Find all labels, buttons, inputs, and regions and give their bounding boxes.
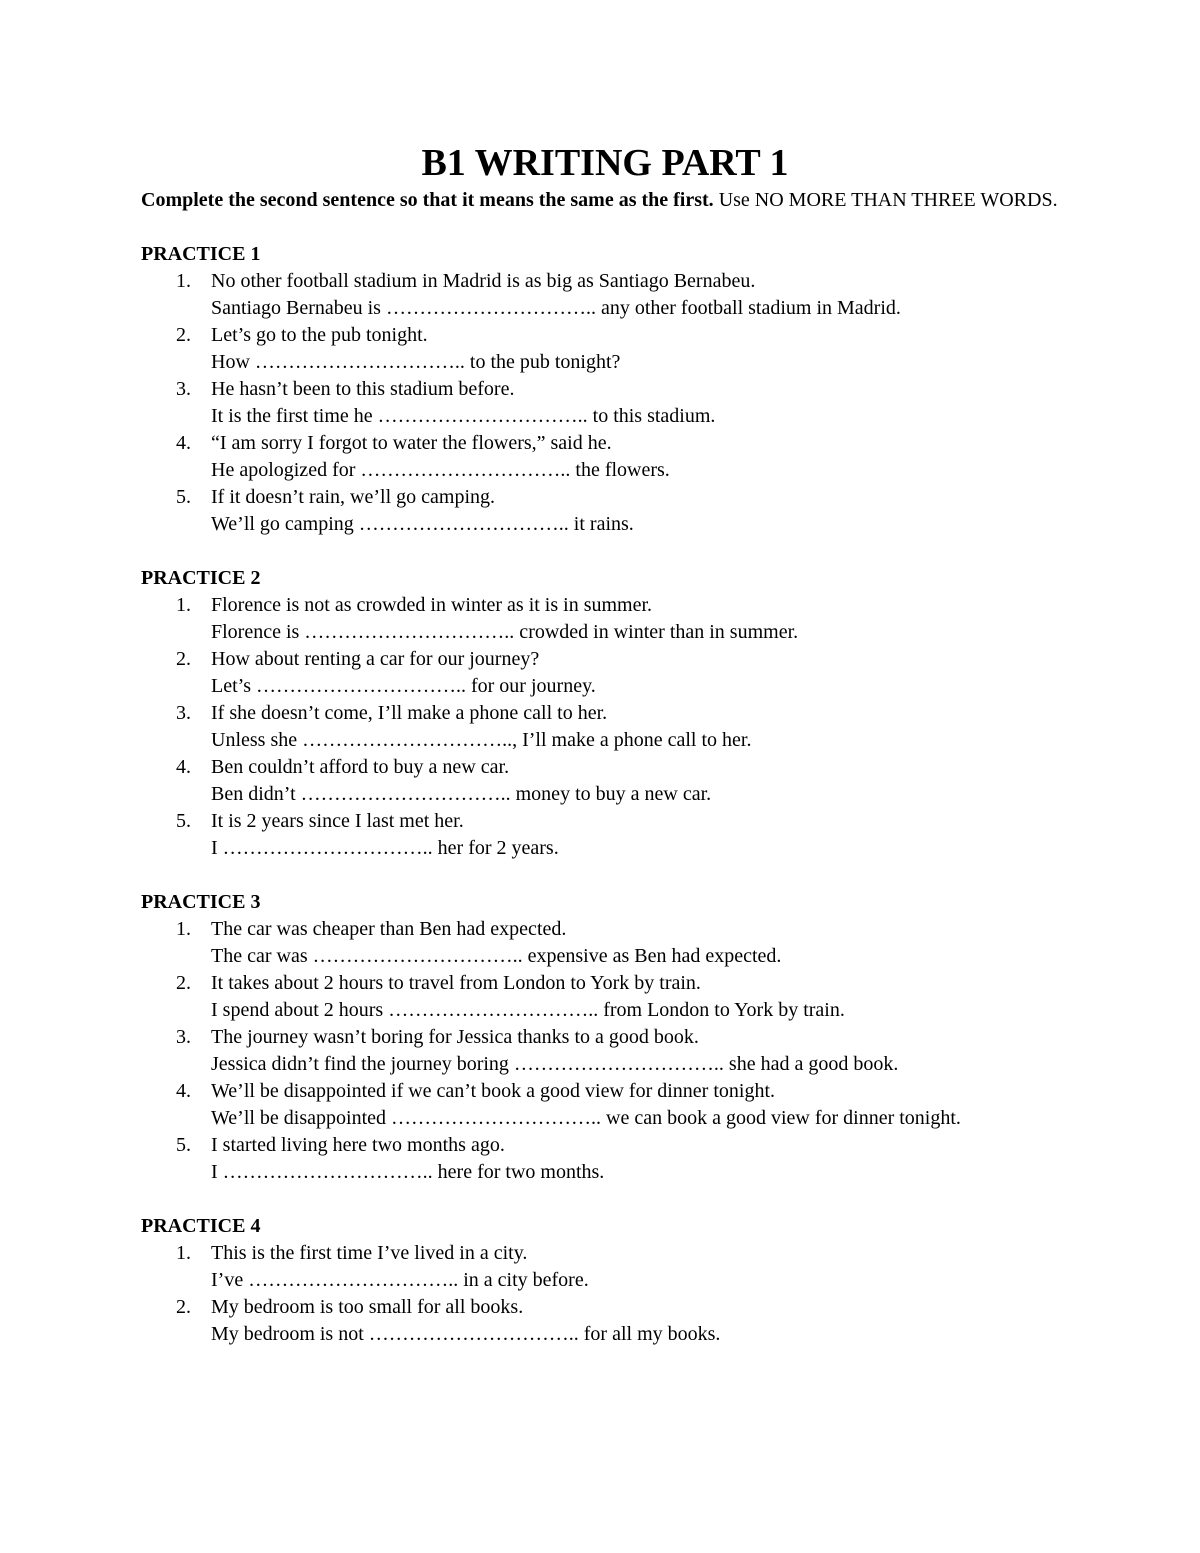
rewrite-sentence: Santiago Bernabeu is ………………………….. any other football stadium in Madrid. xyxy=(211,297,901,319)
item-list xyxy=(141,1240,1061,1348)
item-number: 1. xyxy=(176,594,191,616)
original-sentence: I started living here two months ago. xyxy=(211,1134,505,1156)
rewrite-sentence: We’ll be disappointed ………………………….. we can book a good view for dinner tonight. xyxy=(211,1107,961,1129)
item-list xyxy=(141,592,1061,862)
item-number: 5. xyxy=(176,810,191,832)
item-number: 4. xyxy=(176,432,191,454)
original-sentence: We’ll be disappointed if we can’t book a good view for dinner tonight. xyxy=(211,1080,775,1102)
item-number: 1. xyxy=(176,918,191,940)
item-number: 2. xyxy=(176,1296,191,1318)
item-list xyxy=(141,268,1061,538)
item-number: 2. xyxy=(176,324,191,346)
section-title: PRACTICE 3 xyxy=(141,891,261,913)
original-sentence: It takes about 2 hours to travel from London to York by train. xyxy=(211,972,701,994)
list-item xyxy=(141,1294,1061,1348)
item-list xyxy=(141,916,1061,1186)
original-sentence: “I am sorry I forgot to water the flowers,” said he. xyxy=(211,432,612,454)
list-item xyxy=(141,808,1061,862)
item-number: 1. xyxy=(176,1242,191,1264)
list-item xyxy=(141,322,1061,376)
section-title: PRACTICE 2 xyxy=(141,567,261,589)
list-item xyxy=(141,1078,1061,1132)
original-sentence: The journey wasn’t boring for Jessica thanks to a good book. xyxy=(211,1026,699,1048)
rewrite-sentence: Unless she ………………………….., I’ll make a phone call to her. xyxy=(211,729,752,751)
original-sentence: Let’s go to the pub tonight. xyxy=(211,324,428,346)
list-item xyxy=(141,916,1061,970)
original-sentence: My bedroom is too small for all books. xyxy=(211,1296,524,1318)
item-number: 2. xyxy=(176,972,191,994)
instruction-bold: Complete the second sentence so that it means the same as the first. xyxy=(141,189,714,211)
list-item xyxy=(141,1024,1061,1078)
practice-section-3 xyxy=(141,889,1061,1186)
item-number: 2. xyxy=(176,648,191,670)
original-sentence: If it doesn’t rain, we’ll go camping. xyxy=(211,486,496,508)
list-item xyxy=(141,754,1061,808)
list-item xyxy=(141,592,1061,646)
list-item xyxy=(141,970,1061,1024)
instruction xyxy=(141,187,1061,214)
original-sentence: Florence is not as crowded in winter as it is in summer. xyxy=(211,594,653,616)
list-item xyxy=(141,1132,1061,1186)
worksheet-page xyxy=(141,140,1061,1348)
original-sentence: This is the first time I’ve lived in a city. xyxy=(211,1242,528,1264)
list-item xyxy=(141,700,1061,754)
original-sentence: The car was cheaper than Ben had expected. xyxy=(211,918,567,940)
item-number: 1. xyxy=(176,270,191,292)
rewrite-sentence: Florence is ………………………….. crowded in winter than in summer. xyxy=(211,621,799,643)
list-item xyxy=(141,376,1061,430)
practice-section-4 xyxy=(141,1213,1061,1348)
item-number: 3. xyxy=(176,1026,191,1048)
original-sentence: He hasn’t been to this stadium before. xyxy=(211,378,515,400)
rewrite-sentence: How ………………………….. to the pub tonight? xyxy=(211,351,621,373)
rewrite-sentence: My bedroom is not ………………………….. for all my books. xyxy=(211,1323,721,1345)
rewrite-sentence: I’ve ………………………….. in a city before. xyxy=(211,1269,589,1291)
list-item xyxy=(141,484,1061,538)
original-sentence: If she doesn’t come, I’ll make a phone call to her. xyxy=(211,702,608,724)
item-number: 5. xyxy=(176,1134,191,1156)
rewrite-sentence: The car was ………………………….. expensive as Ben had expected. xyxy=(211,945,782,967)
item-number: 4. xyxy=(176,1080,191,1102)
item-number: 3. xyxy=(176,702,191,724)
original-sentence: No other football stadium in Madrid is as big as Santiago Bernabeu. xyxy=(211,270,756,292)
item-number: 4. xyxy=(176,756,191,778)
rewrite-sentence: I spend about 2 hours ………………………….. from London to York by train. xyxy=(211,999,845,1021)
instruction-plain: Use NO MORE THAN THREE WORDS. xyxy=(713,189,1058,211)
rewrite-sentence: Let’s ………………………….. for our journey. xyxy=(211,675,596,697)
list-item xyxy=(141,646,1061,700)
original-sentence: Ben couldn’t afford to buy a new car. xyxy=(211,756,510,778)
item-number: 5. xyxy=(176,486,191,508)
section-title: PRACTICE 1 xyxy=(141,243,261,265)
page-title: B1 WRITING PART 1 xyxy=(421,142,789,184)
rewrite-sentence: He apologized for ………………………….. the flowers. xyxy=(211,459,670,481)
rewrite-sentence: I ………………………….. her for 2 years. xyxy=(211,837,559,859)
rewrite-sentence: Jessica didn’t find the journey boring ………………………….. she had a good book. xyxy=(211,1053,899,1075)
rewrite-sentence: We’ll go camping ………………………….. it rains. xyxy=(211,513,634,535)
list-item xyxy=(141,1240,1061,1294)
practice-section-1 xyxy=(141,241,1061,538)
original-sentence: How about renting a car for our journey? xyxy=(211,648,540,670)
original-sentence: It is 2 years since I last met her. xyxy=(211,810,464,832)
rewrite-sentence: I ………………………….. here for two months. xyxy=(211,1161,605,1183)
list-item xyxy=(141,430,1061,484)
item-number: 3. xyxy=(176,378,191,400)
list-item xyxy=(141,268,1061,322)
rewrite-sentence: It is the first time he ………………………….. to this stadium. xyxy=(211,405,716,427)
practice-section-2 xyxy=(141,565,1061,862)
rewrite-sentence: Ben didn’t ………………………….. money to buy a new car. xyxy=(211,783,712,805)
section-title: PRACTICE 4 xyxy=(141,1215,261,1237)
